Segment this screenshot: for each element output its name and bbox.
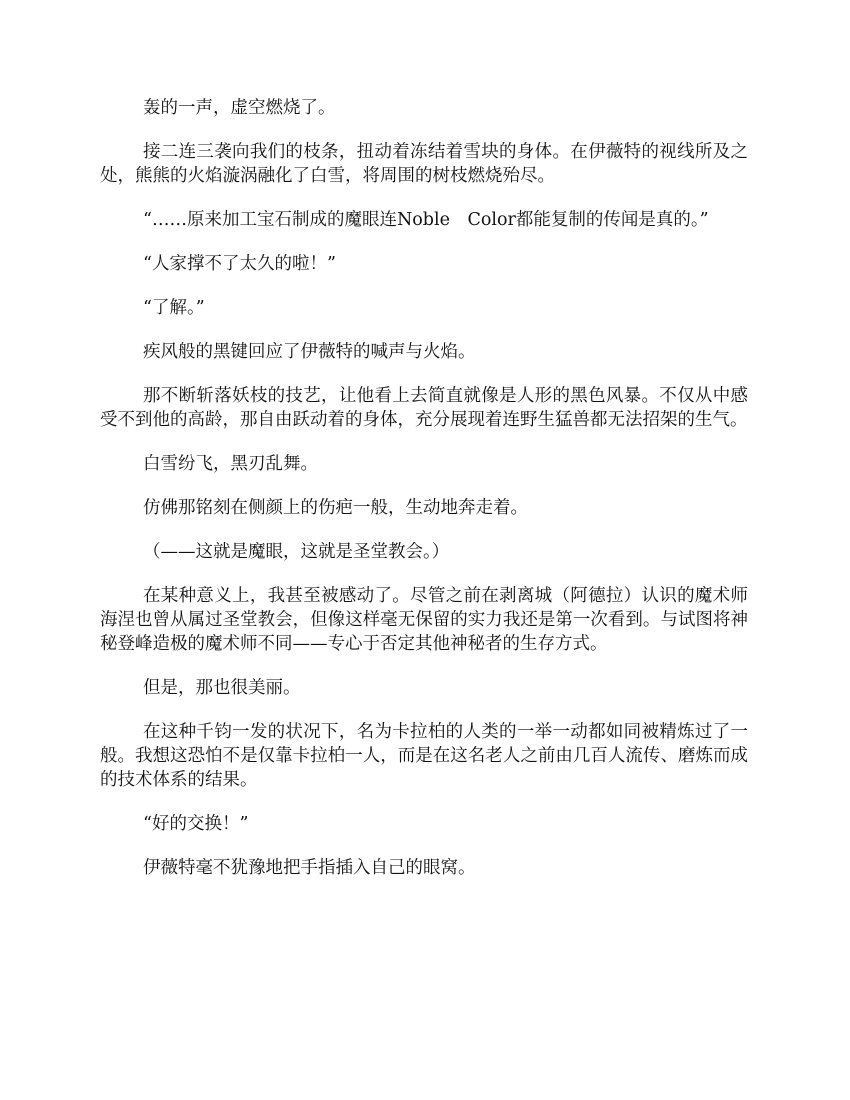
paragraph: “了解。” xyxy=(143,298,205,318)
paragraph: 但是，那也很美丽。 xyxy=(143,678,301,698)
paragraph: 伊薇特毫不犹豫地把手指插入自己的眼窝。 xyxy=(143,858,476,878)
paragraph: 白雪纷飞，黑刃乱舞。 xyxy=(143,454,318,474)
paragraph: （——这就是魔眼，这就是圣堂教会。） xyxy=(143,542,450,562)
paragraph: “……原来加工宝石制成的魔眼连Noble Color都能复制的传闻是真的。” xyxy=(143,210,709,230)
paragraph: 疾风般的黑键回应了伊薇特的喊声与火焰。 xyxy=(143,342,476,362)
paragraph: 那不断斩落妖枝的技艺，让他看上去简直就像是人形的黑色风暴。不仅从中感受不到他的高龄，那自由跃动着的身体，充分展现着连野生猛兽都无法招架的生气。 xyxy=(100,386,748,430)
paragraph: 仿佛那铭刻在侧颜上的伤疤一般，生动地奔走着。 xyxy=(143,498,528,518)
paragraph: “好的交换！” xyxy=(143,814,249,834)
paragraph: 在某种意义上，我甚至被感动了。尽管之前在剥离城（阿德拉）认识的魔术师海涅也曾从属过圣堂教会，但像这样毫无保留的实力我还是第一次看到。与试图将神秘登峰造极的魔术师不同——专心于否定其他神秘者的生存方式。 xyxy=(100,586,748,654)
document-page xyxy=(100,96,748,900)
paragraph: 接二连三袭向我们的枝条，扭动着冻结着雪块的身体。在伊薇特的视线所及之处，熊熊的火焰漩涡融化了白雪，将周围的树枝燃烧殆尽。 xyxy=(100,142,748,186)
paragraph: “人家撑不了太久的啦！” xyxy=(143,254,336,274)
paragraph: 在这种千钧一发的状况下，名为卡拉柏的人类的一举一动都如同被精炼过了一般。我想这恐怕不是仅靠卡拉柏一人，而是在这名老人之前由几百人流传、磨炼而成的技术体系的结果。 xyxy=(100,722,748,790)
paragraph: 轰的一声，虚空燃烧了。 xyxy=(143,98,336,118)
